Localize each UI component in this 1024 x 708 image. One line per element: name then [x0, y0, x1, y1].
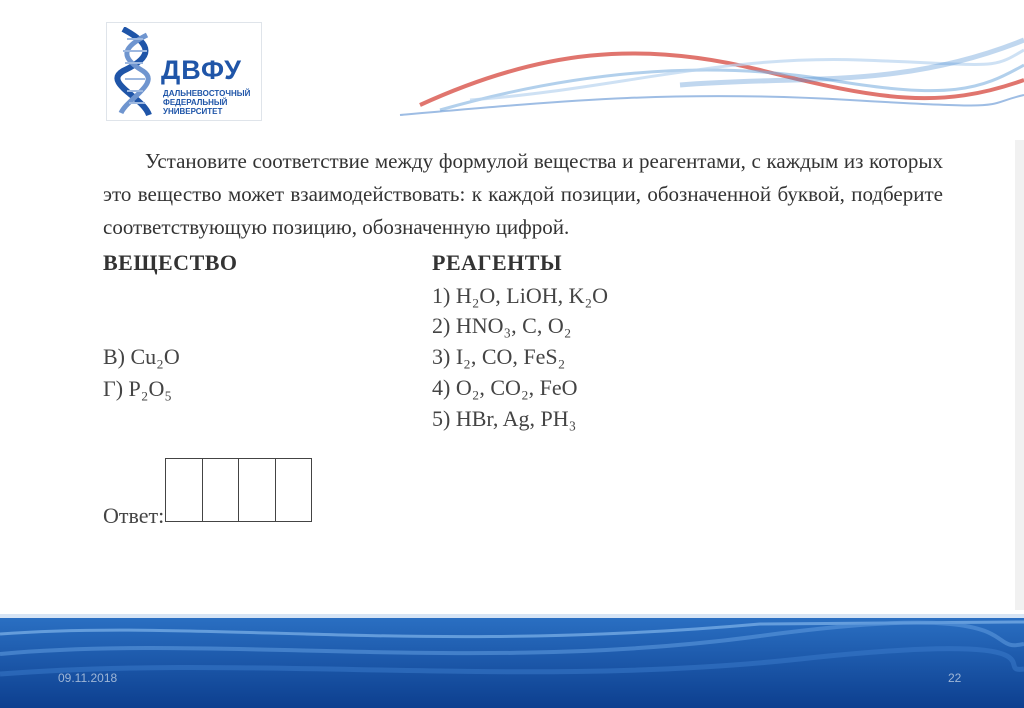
page-number: 22	[948, 671, 962, 685]
decorative-waves-top	[380, 30, 1024, 120]
reagent-item	[432, 406, 576, 432]
reagents-heading: РЕАГЕНТЫ	[432, 250, 563, 275]
item-label: 1)	[432, 283, 451, 308]
item-label: 2)	[432, 313, 451, 338]
answer-grid	[165, 458, 312, 522]
item-label: В)	[103, 344, 125, 369]
substance-heading: ВЕЩЕСТВО	[103, 250, 238, 275]
item-formula: HNO₃, C, O₂	[455, 313, 572, 338]
reagent-item	[432, 283, 608, 309]
footer-date: 09.11.2018	[58, 671, 118, 685]
item-label: 3)	[432, 344, 451, 369]
item-label: 5)	[432, 406, 451, 431]
dna-helix-icon	[113, 27, 161, 117]
task-text: Установите соответствие между формулой вещества и реагентами, с каждым из которых это вещество может взаимодействовать: к каждой позиции, обозначенной буквой, подберите соответствующую позицию, обозначенную цифрой.	[103, 149, 943, 239]
reagent-item	[432, 313, 571, 339]
answer-cell[interactable]	[203, 459, 240, 521]
item-label: 4)	[432, 375, 451, 400]
answer-label: Ответ:	[103, 503, 165, 528]
answer-cell[interactable]	[239, 459, 276, 521]
item-formula: H₂O, LiOH, K₂O	[455, 283, 609, 308]
item-formula: O₂, CO₂, FeO	[455, 375, 578, 400]
substance-item	[103, 376, 172, 402]
item-formula: Cu₂O	[130, 344, 180, 369]
substance-item	[103, 344, 180, 370]
item-formula: I₂, CO, FeS₂	[455, 344, 566, 369]
item-formula: HBr, Ag, PH₃	[455, 406, 577, 431]
item-label: Г)	[103, 376, 124, 401]
reagent-item	[432, 344, 565, 370]
logo-abbreviation: ДВФУ	[161, 55, 242, 85]
logo-full-name: ДАЛЬНЕВОСТОЧНЫЙ ФЕДЕРАЛЬНЫЙ УНИВЕРСИТЕТ	[163, 89, 251, 116]
item-formula: P₂O₅	[128, 376, 173, 401]
reagent-item	[432, 375, 578, 401]
right-edge-strip	[1015, 140, 1024, 610]
footer-wave-band	[0, 614, 1024, 708]
university-logo	[106, 22, 262, 121]
answer-cell[interactable]	[276, 459, 312, 521]
answer-cell[interactable]	[166, 459, 203, 521]
